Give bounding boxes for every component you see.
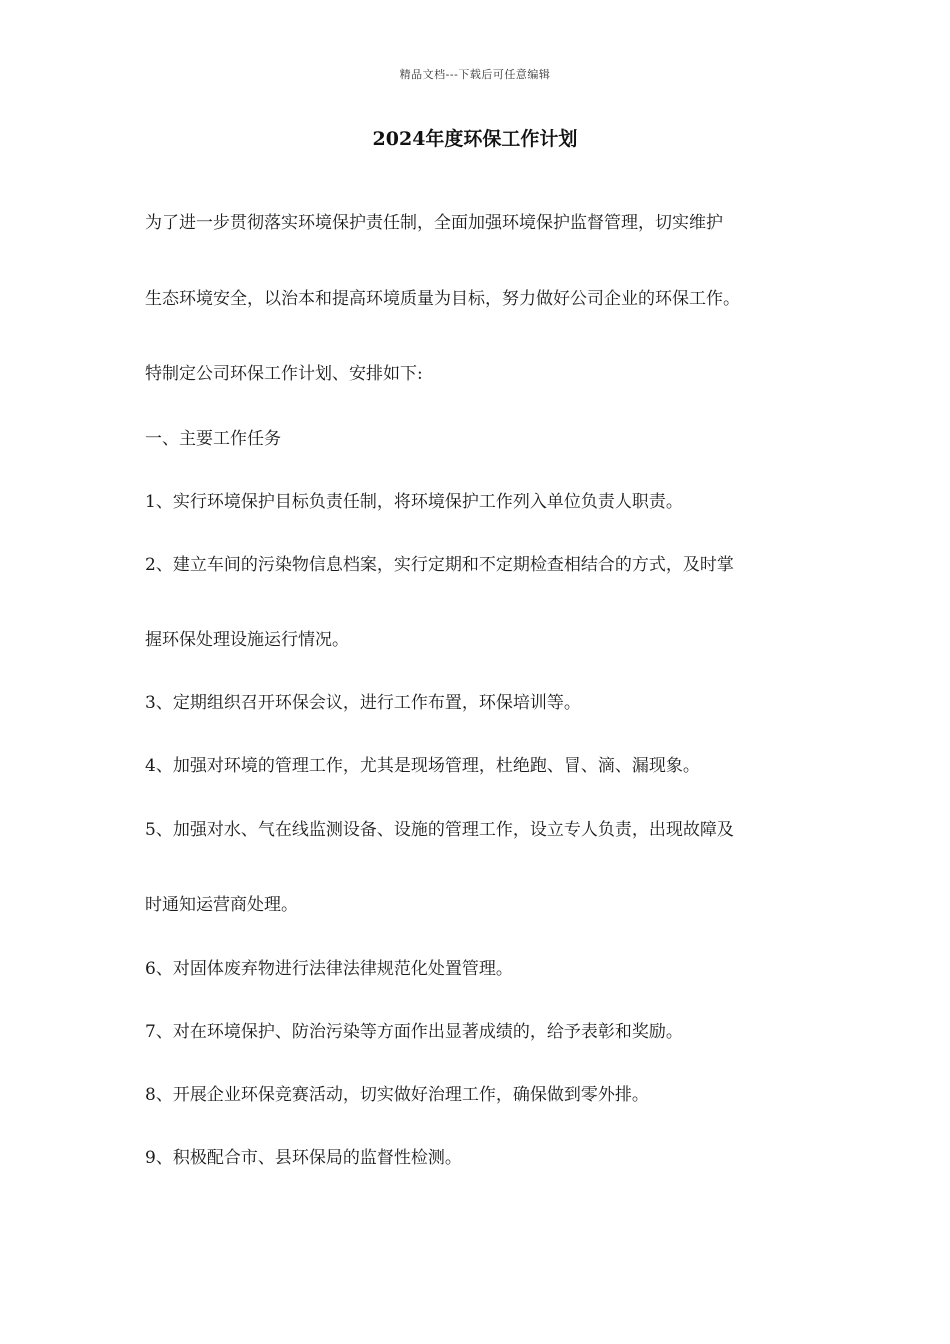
list-item-3: 3、定期组织召开环保会议，进行工作布置，环保培训等。: [145, 693, 581, 713]
intro-line-2: 生态环境安全，以治本和提高环境质量为目标，努力做好公司企业的环保工作。: [145, 289, 740, 309]
list-item-7: 7、对在环境保护、防治污染等方面作出显著成绩的，给予表彰和奖励。: [145, 1022, 683, 1042]
list-item-5: 5、加强对水、气在线监测设备、设施的管理工作，设立专人负责，出现故障及: [145, 820, 734, 840]
list-item-5-continued: 时通知运营商处理。: [145, 895, 298, 915]
list-item-4: 4、加强对环境的管理工作，尤其是现场管理，杜绝跑、冒、滴、漏现象。: [145, 756, 700, 776]
list-item-6: 6、对固体废弃物进行法律法律规范化处置管理。: [145, 959, 513, 979]
list-item-1: 1、实行环境保护目标负责任制，将环境保护工作列入单位负责人职责。: [145, 492, 683, 512]
intro-line-3: 特制定公司环保工作计划、安排如下:: [145, 364, 423, 384]
list-item-9: 9、积极配合市、县环保局的监督性检测。: [145, 1148, 462, 1168]
list-item-2: 2、建立车间的污染物信息档案，实行定期和不定期检查相结合的方式，及时掌: [145, 555, 734, 575]
document-title: 2024年度环保工作计划: [372, 128, 578, 150]
list-item-2-continued: 握环保处理设施运行情况。: [145, 630, 349, 650]
list-item-8: 8、开展企业环保竞赛活动，切实做好治理工作，确保做到零外排。: [145, 1085, 649, 1105]
intro-line-1: 为了进一步贯彻落实环境保护责任制，全面加强环境保护监督管理，切实维护: [145, 213, 723, 233]
header-note: 精品文档---下载后可任意编辑: [399, 68, 551, 81]
section-heading: 一、主要工作任务: [145, 429, 281, 449]
